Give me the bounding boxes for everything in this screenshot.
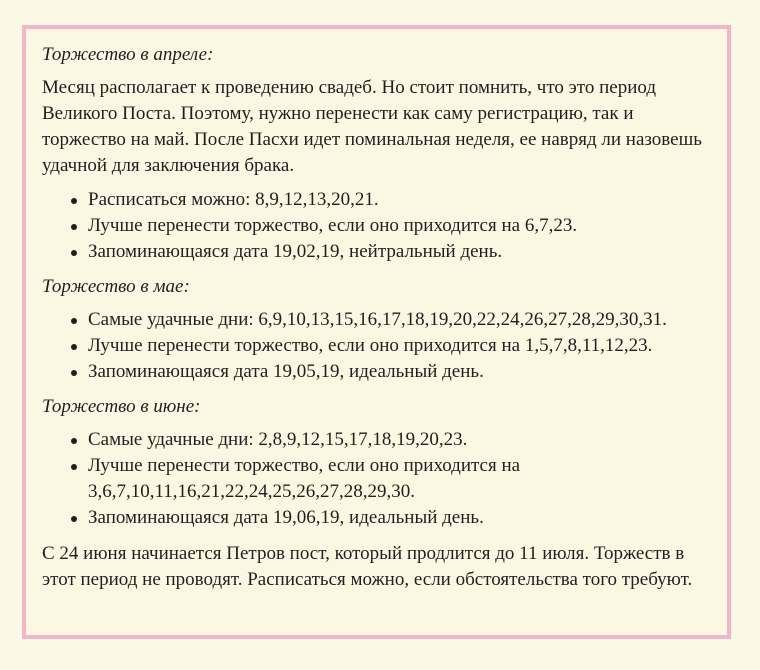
april-paragraph: Месяц располагает к проведению свадеб. Но стоит помнить, что это период Великого Поста. Поэтому, нужно перенести как саму регистрацию, так и торжество на май. После Пасхи идет поминальная неделя, ее навряд ли назовешь удачной для заключения брака. bbox=[42, 77, 702, 176]
list-item: Расписаться можно: 8,9,12,13,20,21. bbox=[42, 187, 711, 213]
closing-paragraph: С 24 июня начинается Петров пост, который продлится до 11 июля. Торжеств в этот период не проводят. Расписаться можно, если обстоятельства того требуют. bbox=[42, 543, 693, 590]
may-list bbox=[42, 307, 711, 385]
section-heading-june: Торжество в июне: bbox=[42, 396, 201, 417]
section-heading-may: Торжество в мае: bbox=[42, 276, 190, 297]
april-list bbox=[42, 187, 711, 265]
list-item: Запоминающаяся дата 19,02,19, нейтральный день. bbox=[42, 239, 711, 265]
list-item: Лучше перенести торжество, если оно приходится на 1,5,7,8,11,12,23. bbox=[42, 333, 711, 359]
section-heading-april: Торжество в апреле: bbox=[42, 44, 214, 65]
list-item: Самые удачные дни: 2,8,9,12,15,17,18,19,20,23. bbox=[42, 427, 711, 453]
list-item: Лучше перенести торжество, если оно приходится на 3,6,7,10,11,16,21,22,24,25,26,27,28,29,30. bbox=[42, 453, 711, 505]
list-item: Самые удачные дни: 6,9,10,13,15,16,17,18,19,20,22,24,26,27,28,29,30,31. bbox=[42, 307, 711, 333]
content-frame bbox=[22, 25, 731, 639]
list-item: Запоминающаяся дата 19,06,19, идеальный день. bbox=[42, 505, 711, 531]
list-item: Лучше перенести торжество, если оно приходится на 6,7,23. bbox=[42, 213, 711, 239]
list-item: Запоминающаяся дата 19,05,19, идеальный день. bbox=[42, 359, 711, 385]
june-list bbox=[42, 427, 711, 531]
